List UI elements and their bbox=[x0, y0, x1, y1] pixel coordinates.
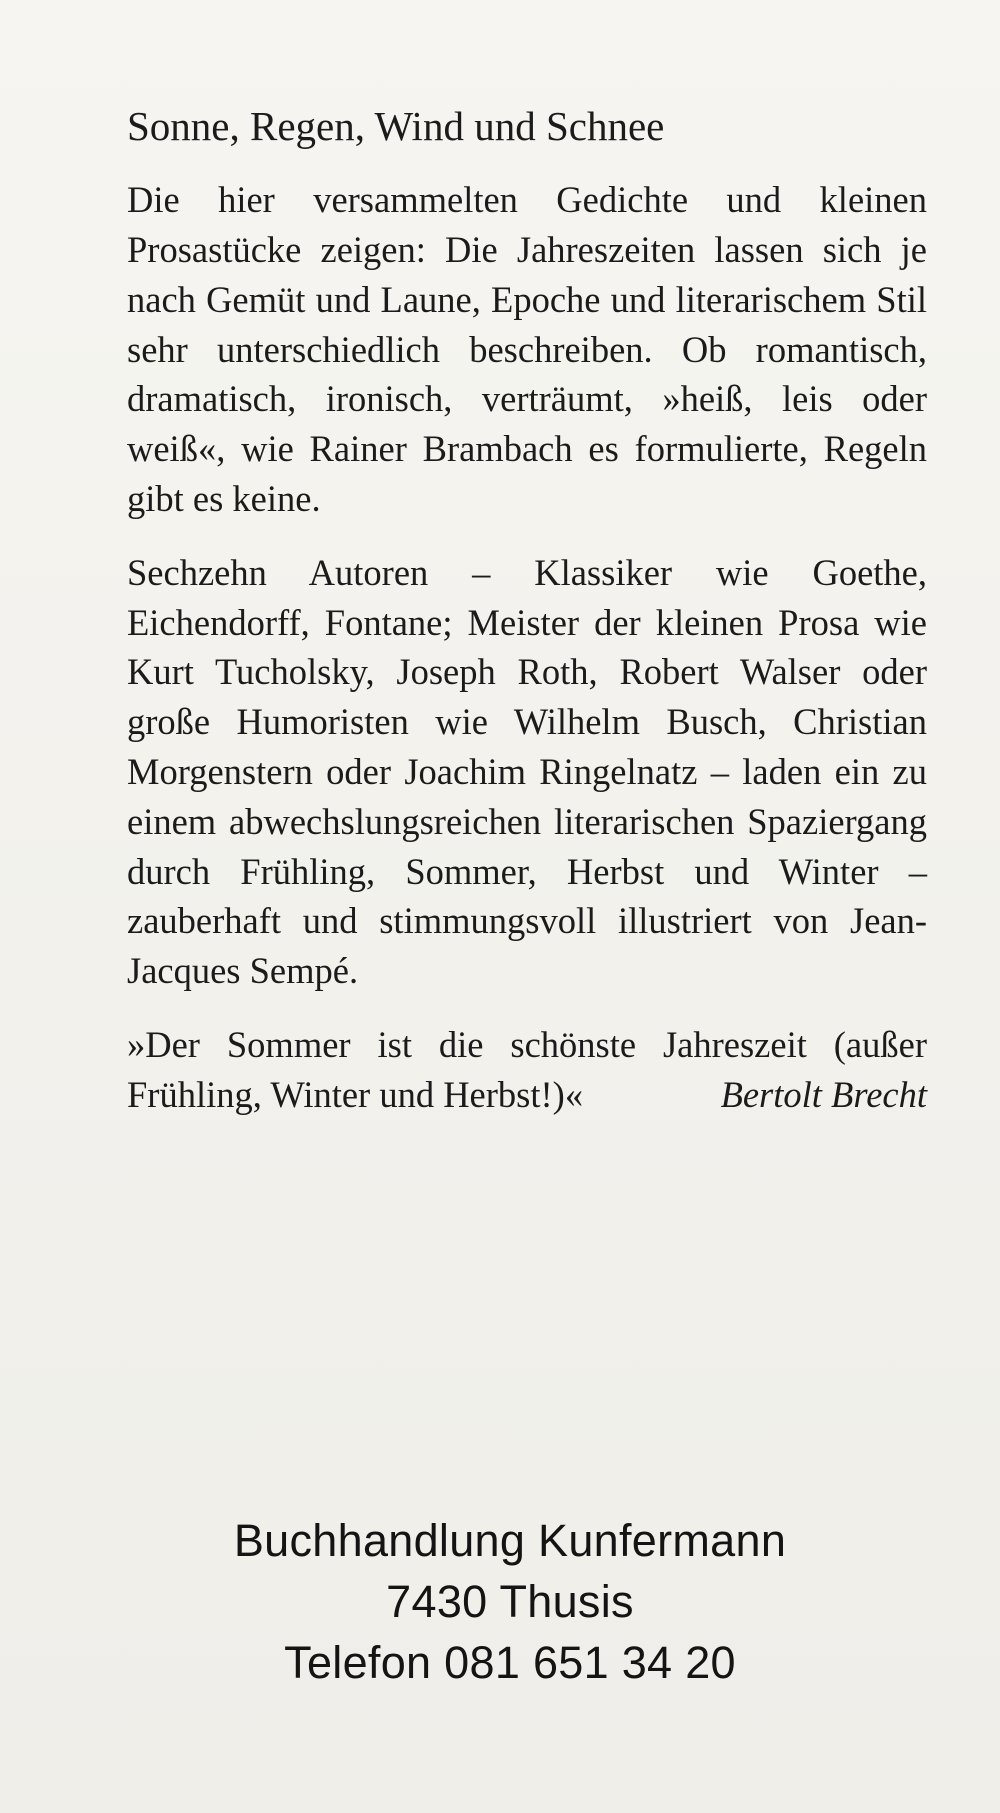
quote-author: Bertolt Brecht bbox=[720, 1073, 927, 1115]
description-paragraph-1: Die hier versammelten Gedichte und kleinen Prosastücke zeigen: Die Jahreszeiten lassen sich je nach Gemüt und Laune, Epoche und literarischem Stil sehr unterschiedlich beschreiben. Ob romantisch, dramatisch, ironisch, verträumt, »heiß, leis oder weiß«, wie Rainer Brambach es formulierte, Regeln gibt es keine. bbox=[127, 179, 927, 520]
quote-text: »Der Sommer ist die schönste Jahreszeit (außer Frühling, Winter und Herbst!)« bbox=[127, 1024, 927, 1115]
bookseller-city: 7430 Thusis bbox=[386, 1576, 634, 1627]
quote bbox=[127, 1020, 927, 1120]
book-title: Sonne, Regen, Wind und Schnee bbox=[127, 103, 665, 149]
bookseller-name: Buchhandlung Kunfermann bbox=[233, 1515, 787, 1566]
description-paragraph-2: Sechzehn Autoren – Klassiker wie Goethe, Eichendorff, Fontane; Meister der kleinen Prosa wie Kurt Tucholsky, Joseph Roth, Robert Walser oder große Humoristen wie Wilhelm Busch, Christian Morgenstern oder Joachim Ringelnatz – laden ein zu einem abwechslungsreichen literarischen Spaziergang durch Frühling, Sommer, Herbst und Winter – zauberhaft und stimmungsvoll illustriert von Jean-Jacques Sempé. bbox=[127, 551, 927, 992]
bookseller-phone: Telefon 081 651 34 20 bbox=[284, 1637, 736, 1688]
bookseller-stamp bbox=[0, 1510, 1000, 1693]
blurb bbox=[127, 100, 927, 1120]
